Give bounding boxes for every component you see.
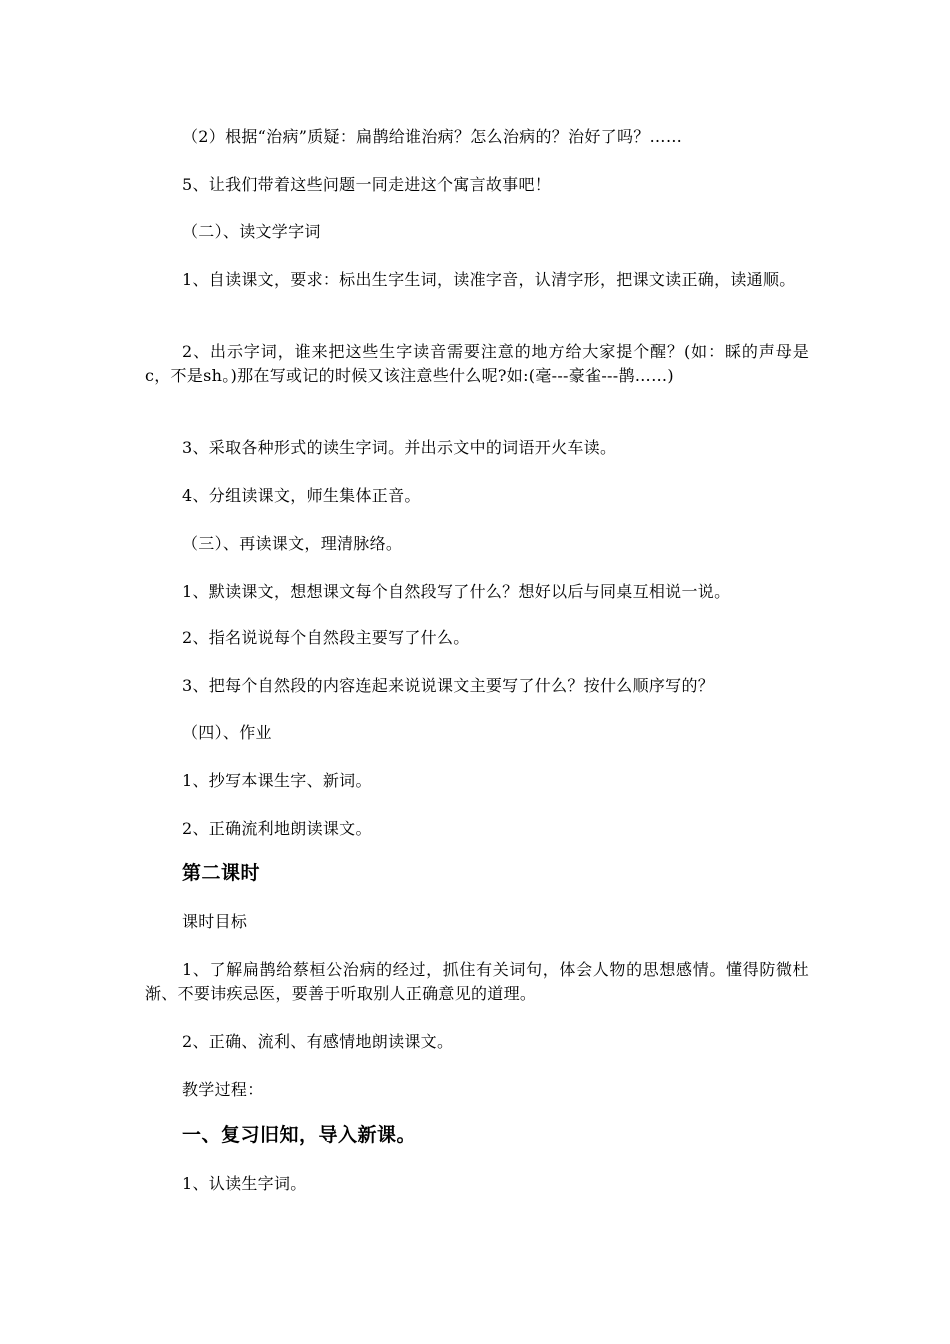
heading-second-lesson: 第二课时 (182, 862, 261, 884)
paragraph-recognize-words: 1、认读生字词。 (182, 1174, 307, 1193)
paragraph-goal-two: 2、正确、流利、有感情地朗读课文。 (182, 1032, 454, 1051)
paragraph-read-forms: 3、采取各种形式的读生字词。并出示文中的词语开火车读。 (182, 438, 617, 457)
section-homework: （四）、作业 (182, 723, 272, 742)
paragraph-question-cure: （2）根据“治病”质疑：扁鹊给谁治病？怎么治病的？治好了吗？…… (182, 127, 683, 146)
paragraph-name-say: 2、指名说说每个自然段主要写了什么。 (182, 628, 470, 647)
paragraph-group-read: 4、分组读课文，师生集体正音。 (182, 486, 421, 505)
paragraph-self-read: 1、自读课文，要求：标出生字生词，读准字音，认清字形，把课文读正确，读通顺。 (182, 270, 796, 289)
paragraph-connect: 3、把每个自然段的内容连起来说说课文主要写了什么？按什么顺序写的？ (182, 676, 715, 695)
paragraph-lesson-goals: 课时目标 (182, 912, 248, 931)
paragraph-copy: 1、抄写本课生字、新词。 (182, 771, 372, 790)
paragraph-silent-read: 1、默读课文，想想课文每个自然段写了什么？想好以后与同桌互相说一说。 (182, 582, 731, 601)
paragraph-lead-in: 5、让我们带着这些问题一同走进这个寓言故事吧！ (182, 175, 552, 194)
section-read-learn-words: （二）、读文学字词 (182, 222, 321, 241)
paragraph-goal-one: 1、了解扁鹊给蔡桓公治病的经过，抓住有关词句，体会人物的思想感情。懂得防微杜渐、不要讳疾忌医，要善于听取别人正确意见的道理。 (145, 960, 809, 1003)
paragraph-read-aloud: 2、正确流利地朗读课文。 (182, 819, 372, 838)
paragraph-show-words: 2、出示字词，谁来把这些生字读音需要注意的地方给大家提个醒？(如：睬的声母是c，不是sh。)那在写或记的时候又该注意些什么呢?如:(毫---豪雀---鹊……) (145, 342, 809, 385)
paragraph-teaching-process: 教学过程： (182, 1080, 264, 1099)
heading-review-intro: 一、复习旧知，导入新课。 (182, 1124, 417, 1146)
section-reread: （三）、再读课文，理清脉络。 (182, 534, 403, 553)
